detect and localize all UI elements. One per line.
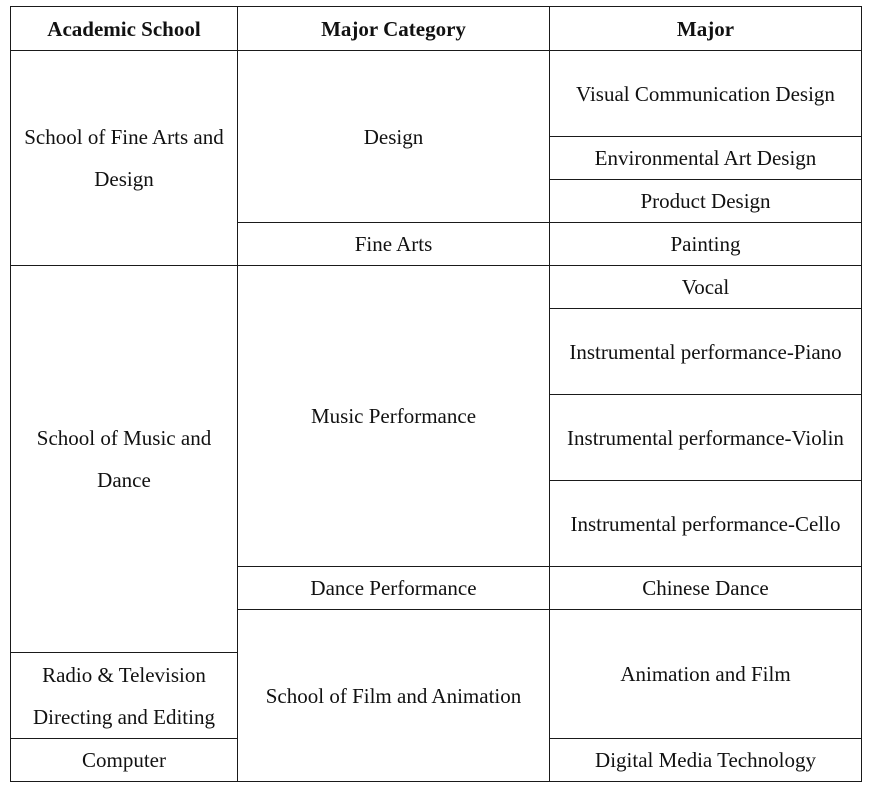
- category-cell: Animation and Film: [550, 610, 862, 739]
- category-cell: Computer: [11, 739, 238, 782]
- school-cell: School of Music and Dance: [11, 266, 238, 653]
- major-cell: Instrumental performance-Cello: [550, 481, 862, 567]
- category-cell: Dance Performance: [238, 567, 550, 610]
- major-cell: Instrumental performance-Violin: [550, 395, 862, 481]
- header-row: [11, 7, 862, 51]
- school-cell: School of Fine Arts and Design: [11, 51, 238, 266]
- major-cell: Instrumental performance-Piano: [550, 309, 862, 395]
- major-cell: Visual Communication Design: [550, 51, 862, 137]
- major-cell: Chinese Dance: [550, 567, 862, 610]
- category-cell: Fine Arts: [238, 223, 550, 266]
- major-cell: Digital Media Technology: [550, 739, 862, 782]
- majors-table: [10, 6, 862, 782]
- major-cell: Vocal: [550, 266, 862, 309]
- major-cell: Radio & Television Directing and Editing: [11, 653, 238, 739]
- table-row: [11, 266, 862, 309]
- table-row: [11, 51, 862, 137]
- category-cell: Music Performance: [238, 266, 550, 567]
- header-major: Major: [550, 7, 862, 51]
- category-cell: Design: [238, 51, 550, 223]
- major-cell: Environmental Art Design: [550, 137, 862, 180]
- header-academic-school: Academic School: [11, 7, 238, 51]
- header-major-category: Major Category: [238, 7, 550, 51]
- school-cell: School of Film and Animation: [238, 610, 550, 782]
- major-cell: Painting: [550, 223, 862, 266]
- major-cell: Product Design: [550, 180, 862, 223]
